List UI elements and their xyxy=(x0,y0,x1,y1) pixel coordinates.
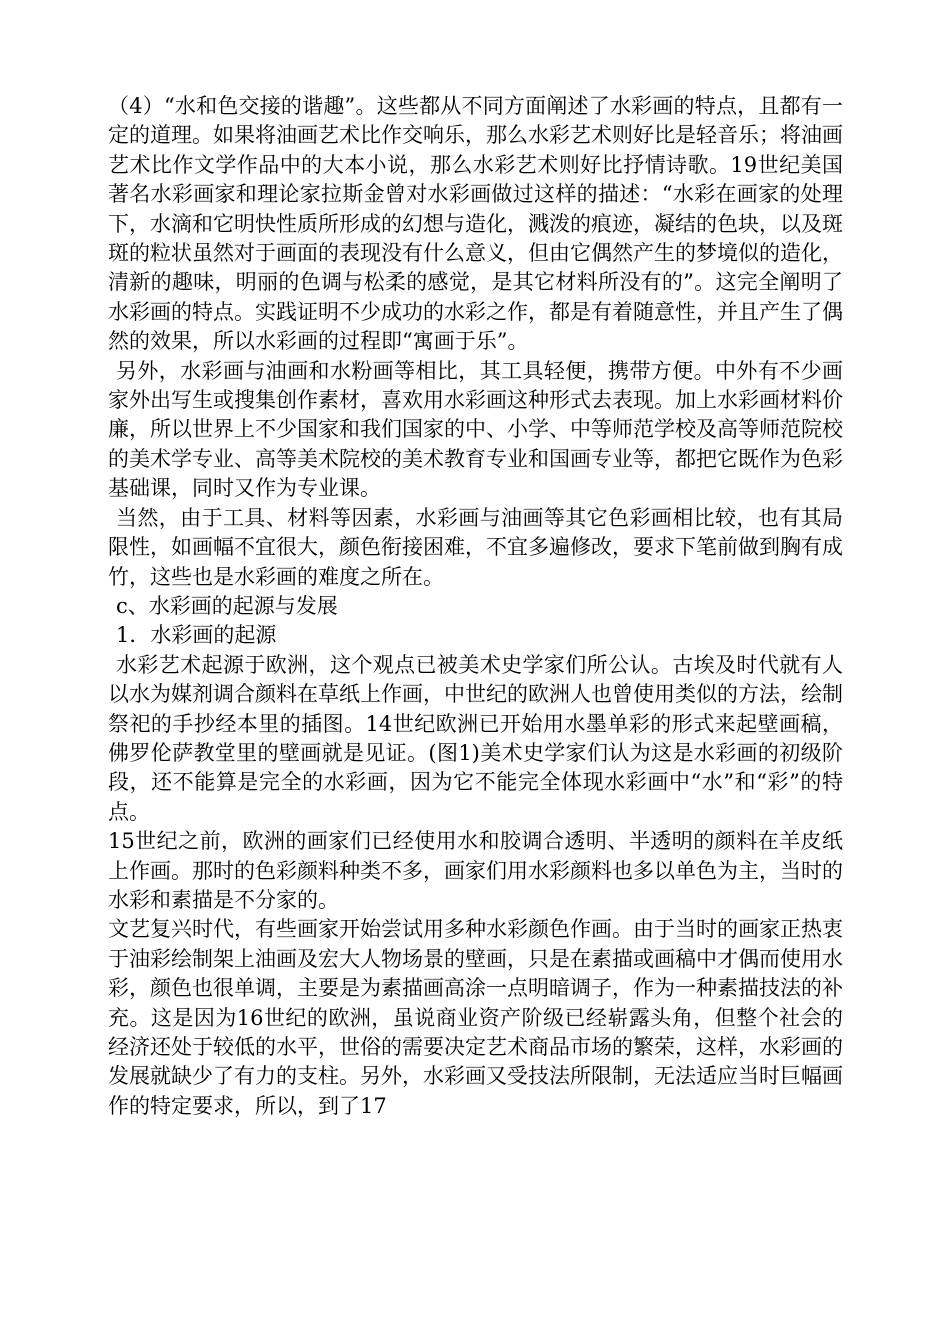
paragraph-tools-portability: 另外，水彩画与油画和水粉画等相比，其工具轻便，携带方便。中外有不少画家外出写生或搜集创作素材，喜欢用水彩画这种形式去表现。加上水彩画材料价廉，所以世界上不少国家和我们国家的中、小学、中等师范学校及高等师范院校的美术学专业、高等美术院校的美术教育专业和国画专业等，都把它既作为色彩基础课，同时又作为专业课。 xyxy=(108,358,843,501)
paragraph-origin-europe: 水彩艺术起源于欧洲，这个观点已被美术史学家们所公认。古埃及时代就有人以水为媒剂调合颜料在草纸上作画，中世纪的欧洲人也曾使用类似的方法，绘制祭祀的手抄经本里的插图。14世纪欧洲已开始用水墨单彩的形式来起壁画稿，佛罗伦萨教堂里的壁画就是见证。(图1)美术史学家们认为这是水彩画的初级阶段，还不能算是完全的水彩画，因为它不能完全体现水彩画中“水”和“彩”的特点。 xyxy=(108,652,843,824)
section-heading: c、水彩画的起源与发展 xyxy=(116,593,338,618)
paragraph-renaissance: 文艺复兴时代，有些画家开始尝试用多种水彩颜色作画。由于当时的画家正热衷于油彩绘制架上油画及宏大人物场景的壁画，只是在素描或画稿中才偶而使用水彩，颜色也很单调，主要是为素描画高涂一点明暗调子，作为一种素描技法的补充。这是因为16世纪的欧洲，虽说商业资产阶级已经崭露头角，但整个社会的经济还处于较低的水平，世俗的需要决定艺术商品市场的繁荣，这样，水彩画的发展就缺少了有力的支柱。另外，水彩画又受技法所限制，无法适应当时巨幅画作的特定要求，所以，到了17 xyxy=(108,917,843,1118)
paragraph-watercolor-features: （4）“水和色交接的谐趣”。这些都从不同方面阐述了水彩画的特点，且都有一定的道理。如果将油画艺术比作交响乐，那么水彩艺术则好比是轻音乐；将油画艺术比作文学作品中的大本小说，那么水彩艺术则好比抒情诗歌。19世纪美国著名水彩画家和理论家拉斯金曾对水彩画做过这样的描述：“水彩在画家的处理下，水滴和它明快性质所形成的幻想与造化，溅泼的痕迹，凝结的色块，以及斑斑的粒状虽然对于画面的表现没有什么意义，但由它偶然产生的梦境似的造化，清新的趣味，明丽的色调与松柔的感觉，是其它材料所没有的”。这完全阐明了水彩画的特点。实践证明不少成功的水彩之作，都是有着随意性，并且产生了偶然的效果，所以水彩画的过程即“寓画于乐”。 xyxy=(108,94,843,354)
document-page xyxy=(108,92,843,1121)
subsection-heading: 1．水彩画的起源 xyxy=(116,623,277,648)
paragraph-limitations: 当然，由于工具、材料等因素，水彩画与油画等其它色彩画相比较，也有其局限性，如画幅不宜很大，颜色衔接困难，不宜多遍修改，要求下笔前做到胸有成竹，这些也是水彩画的难度之所在。 xyxy=(108,505,843,589)
paragraph-15th-century: 15世纪之前，欧洲的画家们已经使用水和胶调合透明、半透明的颜料在羊皮纸上作画。那时的色彩颜料种类不多，画家们用水彩颜料也多以单色为主，当时的水彩和素描是不分家的。 xyxy=(108,829,843,912)
